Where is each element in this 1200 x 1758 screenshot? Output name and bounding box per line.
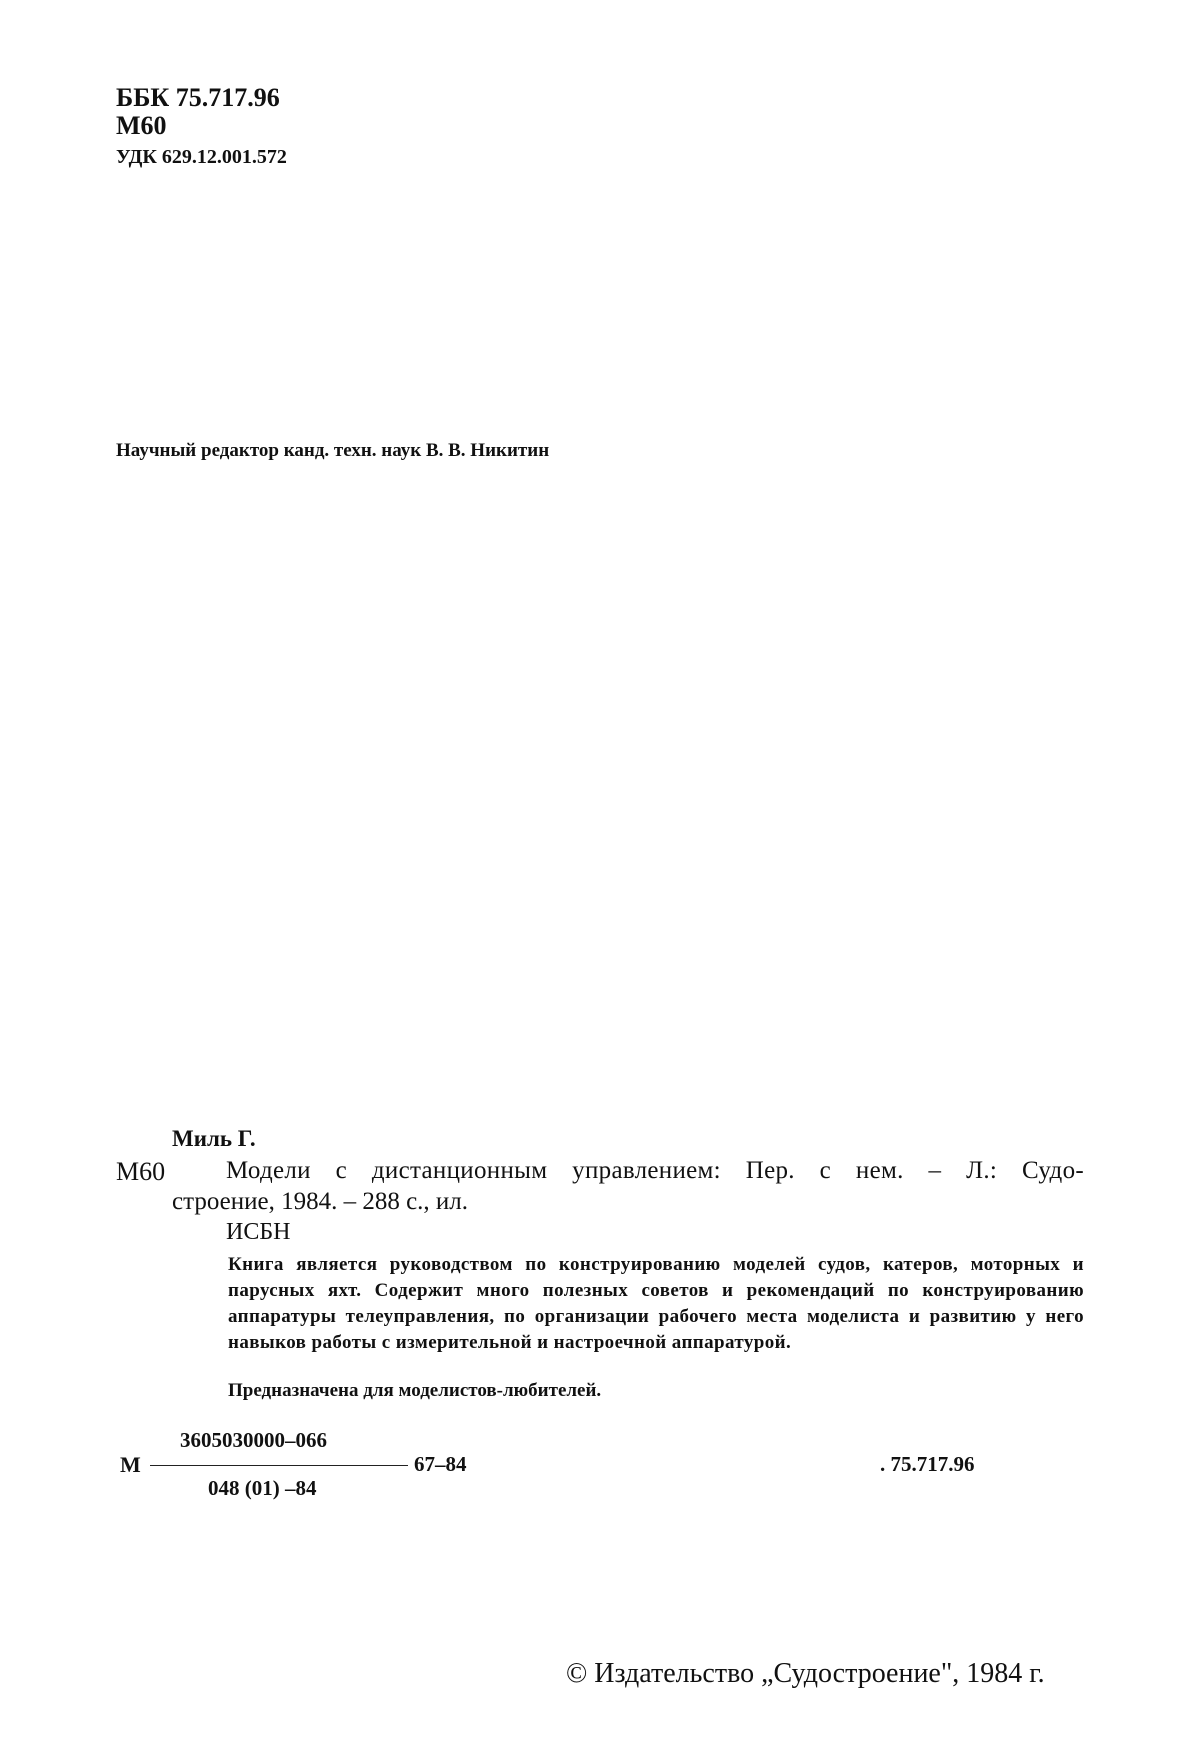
formula-letter: М bbox=[120, 1452, 141, 1477]
fraction-line bbox=[150, 1465, 408, 1466]
formula-denominator: 048 (01) –84 bbox=[208, 1476, 317, 1500]
formula-bbk: . 75.717.96 bbox=[880, 1452, 975, 1476]
udk-index: УДК 629.12.001.572 bbox=[116, 146, 287, 168]
copyright-notice: © Издательство „Судостроение", 1984 г. bbox=[566, 1658, 1045, 1689]
formula-numerator: 3605030000–066 bbox=[180, 1428, 327, 1452]
scientific-editor: Научный редактор канд. техн. наук В. В. Никитин bbox=[116, 440, 550, 461]
annotation-text: Книга является руководством по конструированию моделей судов, катеров, моторных и парусных яхт. Содержит много полезных советов и рекомендаций по конструированию аппаратуры телеуправления, по организации рабочего места моделиста и развитию у него навыков работы с измерительной и настроечной аппаратурой. bbox=[228, 1254, 1084, 1353]
author-name: Миль Г. bbox=[172, 1126, 256, 1151]
audience-text: Предназначена для моделистов-любителей. bbox=[228, 1380, 602, 1401]
author-mark: М60 bbox=[116, 111, 167, 140]
book-title-line1: Модели с дистанционным управлением: Пер. с нем. – Л.: Судо- bbox=[226, 1157, 1084, 1184]
formula-suffix: 67–84 bbox=[414, 1452, 467, 1476]
bbk-index: ББК 75.717.96 bbox=[116, 83, 280, 112]
isbn-label: ИСБН bbox=[226, 1219, 291, 1245]
book-title-line2: строение, 1984. – 288 с., ил. bbox=[172, 1188, 469, 1215]
catalog-code: М60 bbox=[116, 1157, 166, 1186]
